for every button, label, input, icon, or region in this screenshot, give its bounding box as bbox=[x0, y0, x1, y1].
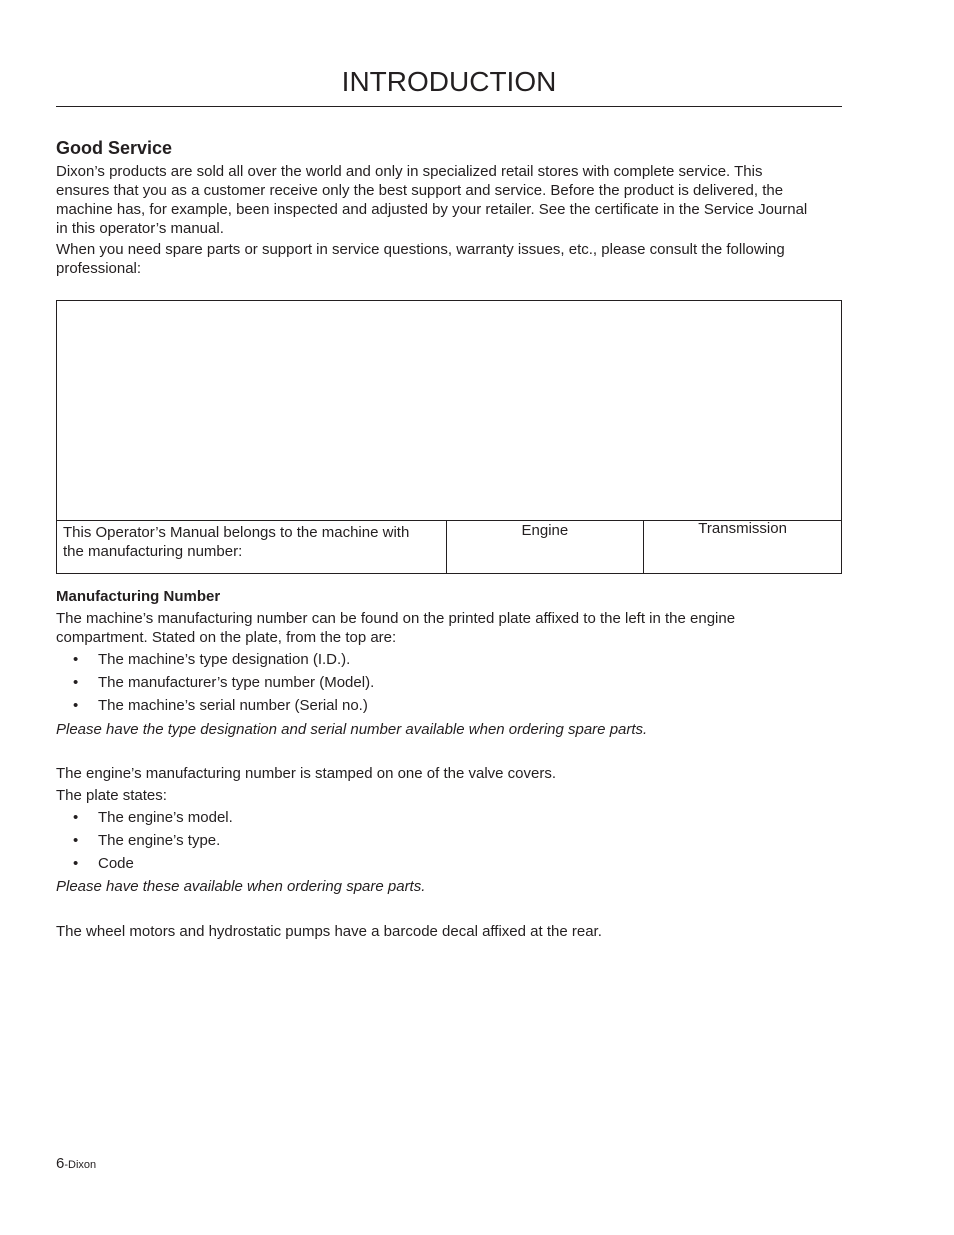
list-item-text: The engine’s type. bbox=[98, 832, 221, 849]
bullet: • bbox=[73, 855, 79, 872]
footer-brand: -Dixon bbox=[64, 1159, 97, 1171]
list-item bbox=[56, 831, 233, 854]
paragraph-line: machine has, for example, been inspected and adjusted by your retailer. See the certificate in the Service Journal bbox=[56, 201, 808, 218]
list-item-text: The machine’s type designation (I.D.). bbox=[98, 651, 351, 668]
list-item-text: The machine’s serial number (Serial no.) bbox=[98, 697, 368, 714]
bullet: • bbox=[73, 809, 79, 826]
engine-spare-parts-note: Please have these available when ordering spare parts. bbox=[56, 878, 426, 895]
good-service-paragraph bbox=[56, 162, 846, 238]
manufacturing-number-heading: Manufacturing Number bbox=[56, 588, 221, 605]
paragraph-line: compartment. Stated on the plate, from the top are: bbox=[56, 629, 397, 646]
paragraph-line: Dixon’s products are sold all over the world and only in specialized retail stores with complete service. This bbox=[56, 163, 763, 180]
plate-states-text: The plate states: bbox=[56, 787, 167, 804]
consult-paragraph bbox=[56, 240, 846, 278]
list-item bbox=[56, 808, 233, 831]
spare-parts-note: Please have the type designation and serial number available when ordering spare parts. bbox=[56, 721, 648, 738]
engine-number-text: The engine’s manufacturing number is stamped on one of the valve covers. bbox=[56, 765, 557, 782]
page-title: INTRODUCTION bbox=[341, 66, 557, 97]
bullet: • bbox=[73, 697, 79, 714]
paragraph-line: ensures that you as a customer receive only the best support and service. Before the product is delivered, the bbox=[56, 182, 784, 199]
good-service-heading: Good Service bbox=[56, 138, 173, 158]
list-item bbox=[56, 696, 374, 719]
paragraph-line: The machine’s manufacturing number can be found on the printed plate affixed to the left in the engine bbox=[56, 610, 736, 627]
list-item-text: The engine’s model. bbox=[98, 809, 233, 826]
engine-number-cell bbox=[447, 521, 645, 574]
plate-info-list bbox=[56, 650, 374, 719]
engine-label: Engine bbox=[521, 522, 569, 539]
bullet: • bbox=[73, 832, 79, 849]
engine-info-list bbox=[56, 808, 233, 877]
dealer-info-box bbox=[56, 300, 842, 574]
paragraph-line: in this operator’s manual. bbox=[56, 220, 224, 237]
list-item-text: The manufacturer’s type number (Model). bbox=[98, 674, 375, 691]
manufacturing-number-row bbox=[57, 520, 841, 574]
machine-number-cell bbox=[57, 521, 447, 574]
list-item bbox=[56, 673, 374, 696]
title-divider bbox=[56, 106, 842, 107]
machine-number-label-line: This Operator’s Manual belongs to the machine with bbox=[63, 524, 410, 541]
transmission-number-cell bbox=[644, 521, 841, 574]
dealer-stamp-area bbox=[57, 301, 841, 520]
paragraph-line: When you need spare parts or support in service questions, warranty issues, etc., please consult the following bbox=[56, 241, 785, 258]
list-item bbox=[56, 854, 233, 877]
bullet: • bbox=[73, 674, 79, 691]
page-footer bbox=[56, 1155, 96, 1172]
list-item bbox=[56, 650, 374, 673]
bullet: • bbox=[73, 651, 79, 668]
machine-number-label-line: the manufacturing number: bbox=[63, 543, 243, 560]
paragraph-line: professional: bbox=[56, 260, 142, 277]
transmission-label: Transmission bbox=[698, 520, 787, 537]
wheel-motor-text: The wheel motors and hydrostatic pumps have a barcode decal affixed at the rear. bbox=[56, 923, 602, 940]
manufacturing-intro bbox=[56, 609, 846, 647]
list-item-text: Code bbox=[98, 855, 134, 872]
page-number: 6 bbox=[56, 1155, 65, 1172]
